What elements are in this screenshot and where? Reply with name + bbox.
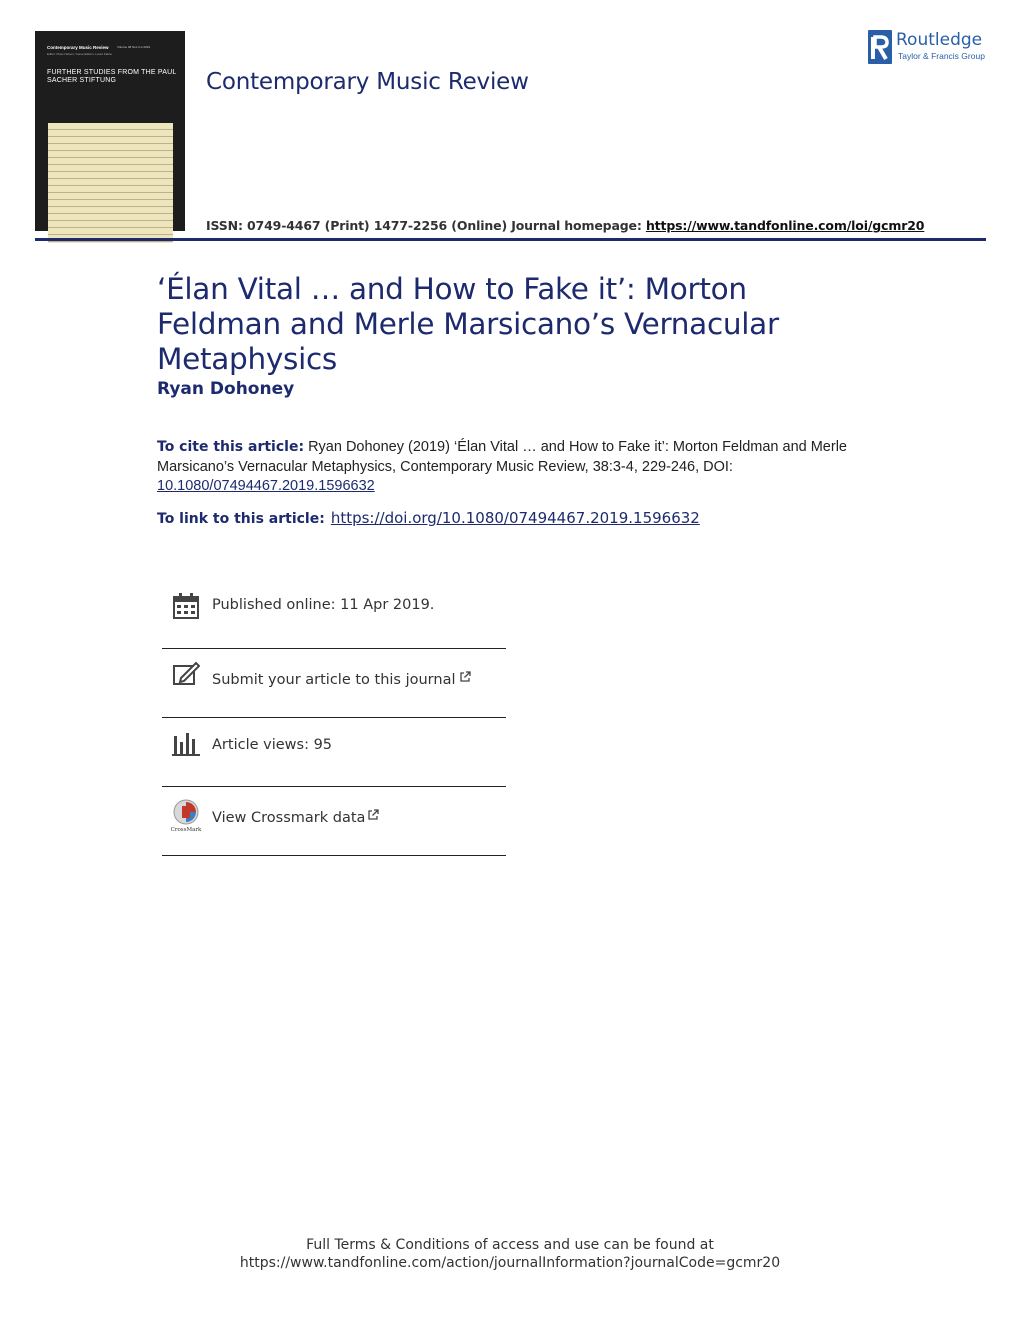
logo-brand: Routledge — [896, 30, 983, 50]
cover-manuscript-image — [48, 123, 173, 243]
cover-issue: Volume 38 Nos 3-4 2019 — [117, 45, 151, 49]
edit-icon — [172, 660, 200, 688]
article-title: ‘Élan Vital … and How to Fake it’: Morton Feldman and Merle Marsicano’s Vernacular Metaphysics — [157, 272, 779, 376]
article-url-link[interactable]: https://doi.org/10.1080/07494467.2019.1596632 — [330, 509, 700, 527]
footer-terms: Full Terms & Conditions of access and use can be found at — [306, 1237, 714, 1253]
submit-row[interactable] — [162, 649, 506, 718]
crossmark-logo-text: CrossMark — [170, 827, 202, 833]
article-info-list — [162, 580, 506, 856]
published-row — [162, 580, 506, 649]
routledge-r-icon — [868, 30, 892, 64]
cover-journal-name: Contemporary Music Review — [47, 45, 109, 50]
author-name: Ryan Dohoney — [157, 379, 295, 399]
logo-group: Taylor & Francis Group — [898, 51, 985, 61]
cite-label: To cite this article: — [157, 439, 305, 455]
crossmark-row[interactable] — [162, 787, 506, 856]
article-views: Article views: 95 — [212, 737, 333, 753]
submit-label: Submit your article to this journal — [212, 672, 456, 688]
link-label: To link to this article: — [157, 511, 325, 527]
issn-text: ISSN: 0749-4467 (Print) 1477-2256 (Online) Journal homepage: — [206, 218, 646, 233]
published-date: Published online: 11 Apr 2019. — [212, 597, 435, 613]
journal-title: Contemporary Music Review — [206, 69, 529, 95]
routledge-logo — [868, 30, 988, 66]
cover-editors: Editor: Peter Nelson / Issue Editors: Laura Zattra — [47, 52, 112, 56]
crossmark-label: View Crossmark data — [212, 810, 366, 826]
submit-article-link[interactable] — [212, 671, 471, 688]
footer — [0, 1236, 1020, 1272]
journal-cover-image — [35, 31, 185, 231]
crossmark-icon — [170, 799, 202, 833]
journal-homepage-link[interactable]: https://www.tandfonline.com/loi/gcmr20 — [645, 218, 925, 233]
article-link-line — [157, 509, 700, 527]
external-link-icon — [367, 809, 379, 821]
bar-chart-icon — [172, 730, 200, 758]
crossmark-link[interactable] — [212, 809, 379, 826]
issn-line — [206, 218, 924, 233]
external-link-icon — [459, 671, 471, 683]
citation-block — [157, 438, 857, 497]
cite-text: Ryan Dohoney (2019) ‘Élan Vital … and How to Fake it’: Morton Feldman and Merle Marsicano’s Vernacular Metaphysics, Contemporary Music Review, 38:3-4, 229-246, DOI: — [157, 439, 847, 475]
header-divider — [35, 238, 986, 241]
footer-url[interactable]: https://www.tandfonline.com/action/journalInformation?journalCode=gcmr20 — [239, 1255, 781, 1271]
calendar-icon — [172, 592, 200, 620]
cover-subtitle: FURTHER STUDIES FROM THE PAUL SACHER STIFTUNG — [47, 69, 177, 84]
doi-link[interactable]: 10.1080/07494467.2019.1596632 — [157, 478, 375, 494]
views-row — [162, 718, 506, 787]
